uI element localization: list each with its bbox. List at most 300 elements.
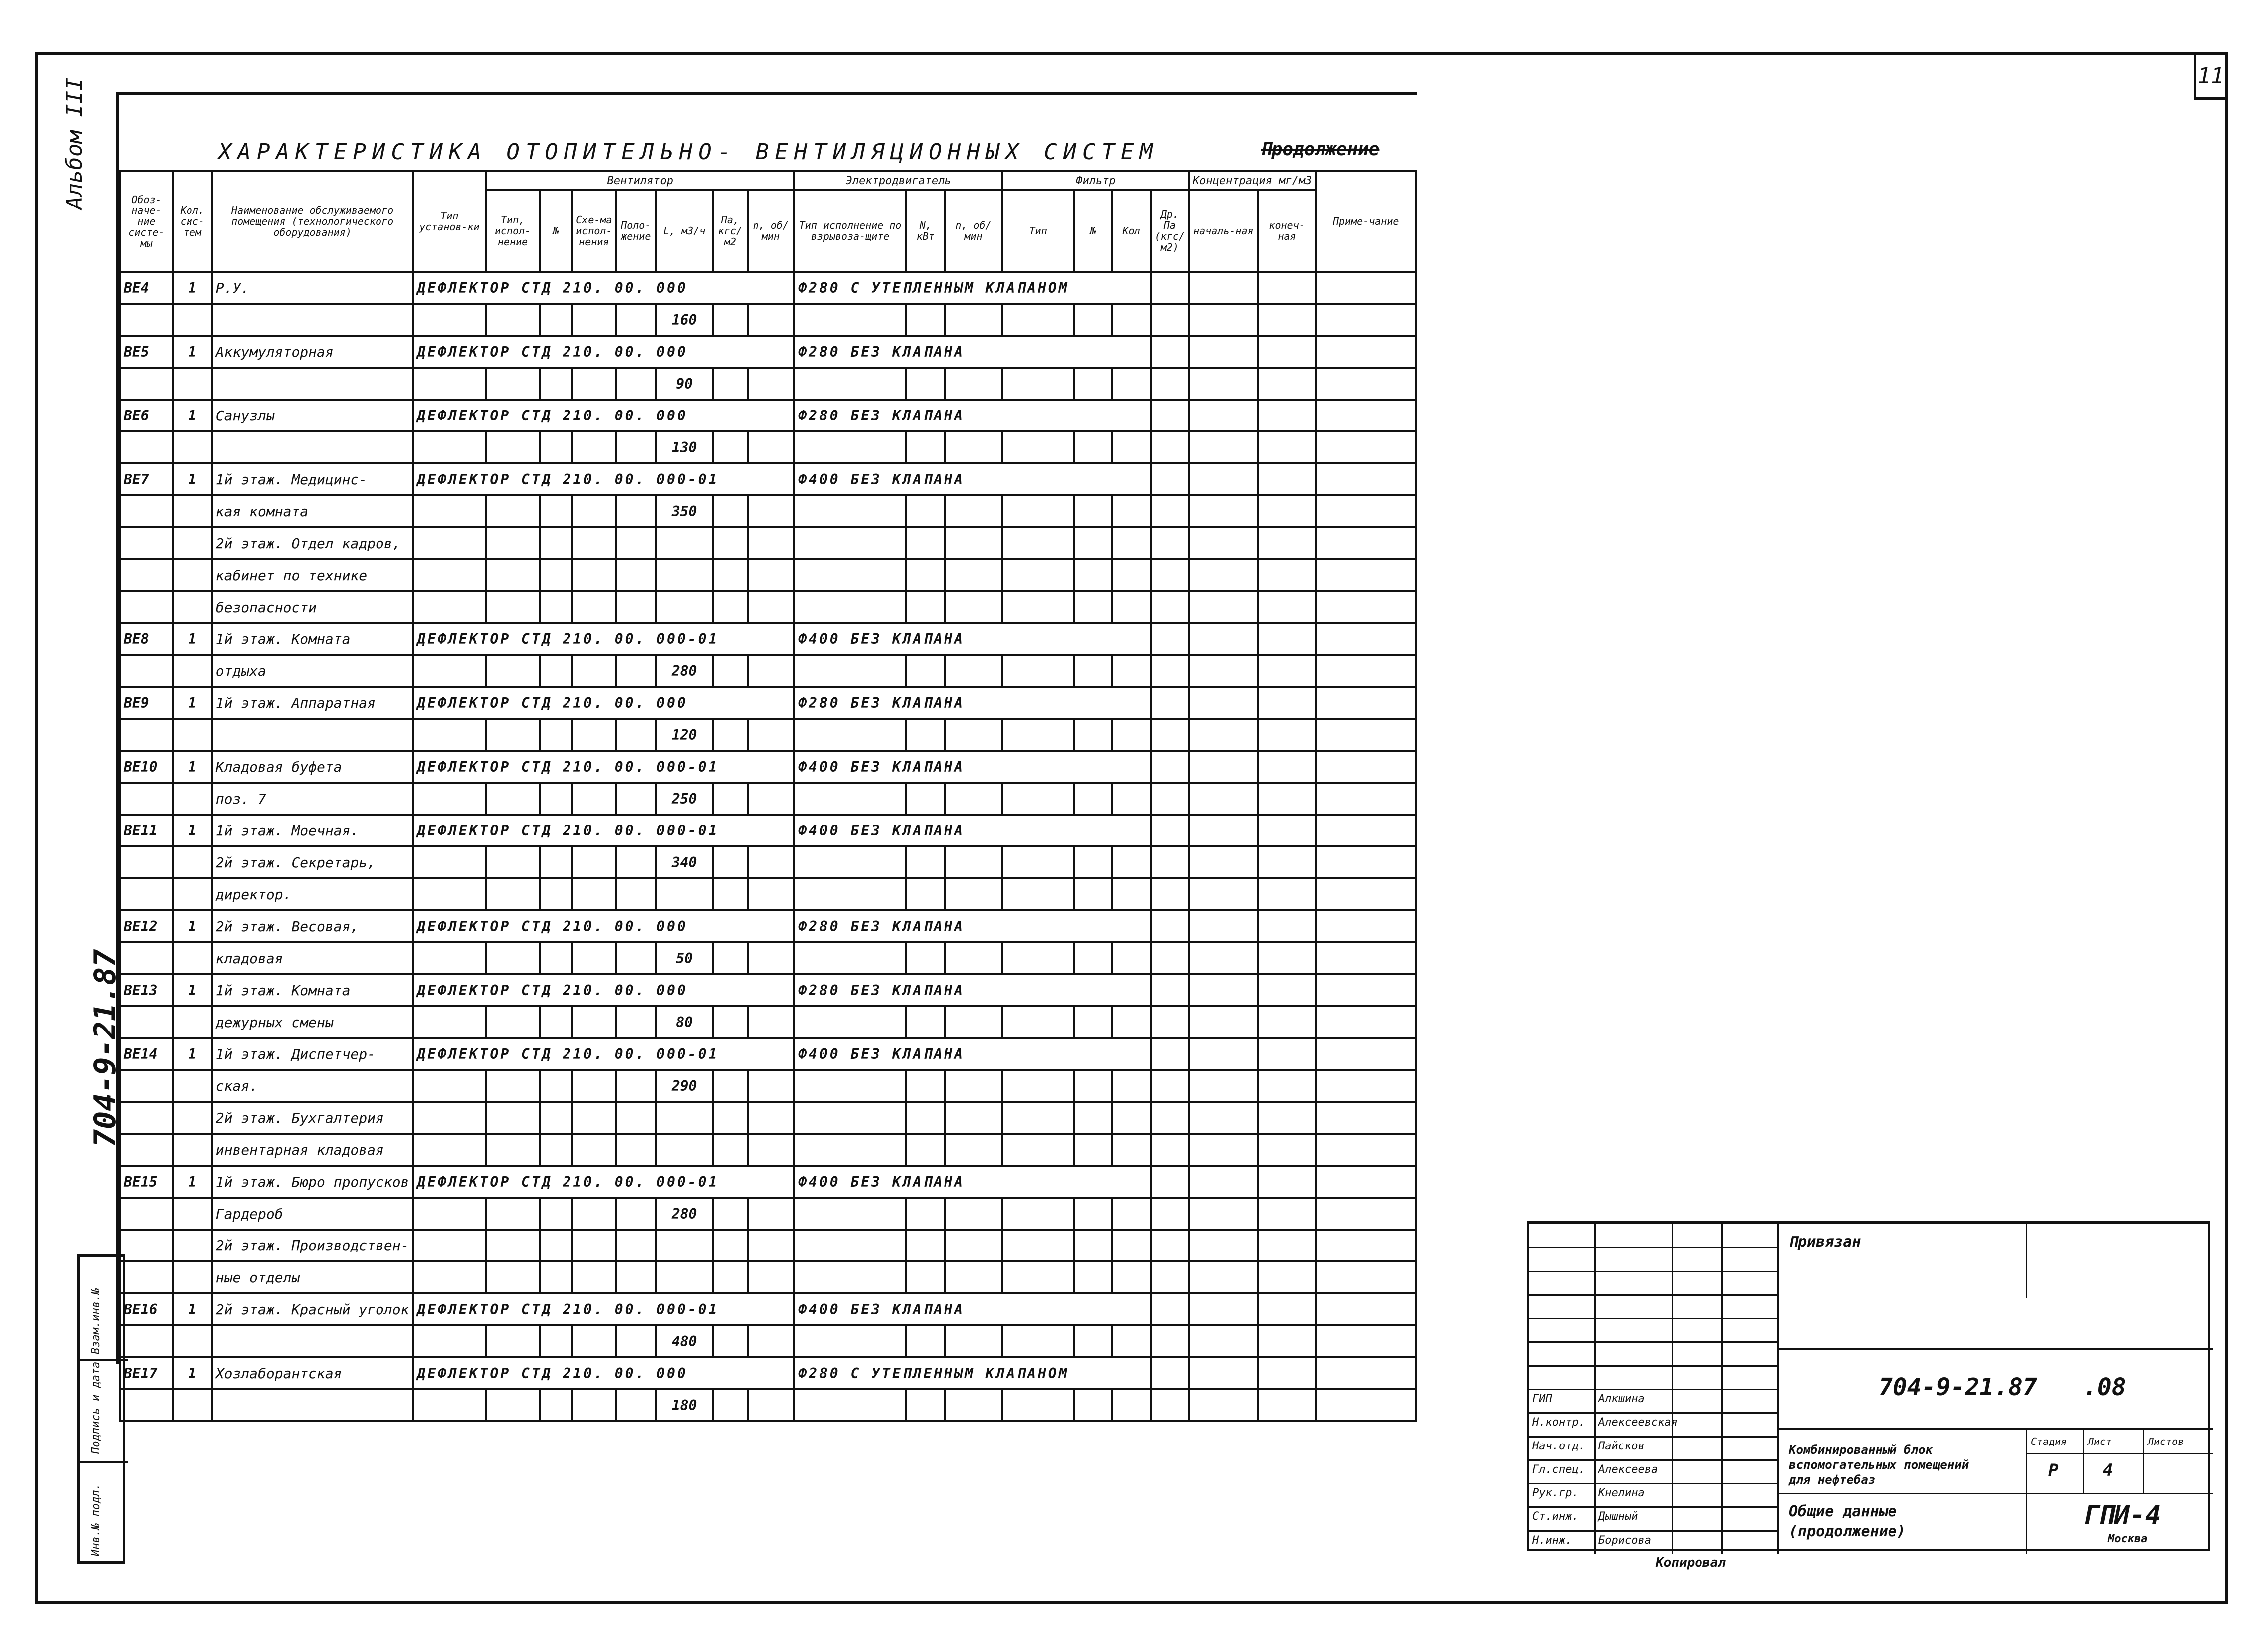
table-row [120,1389,1416,1421]
table-row [120,304,1416,336]
col-motor-n: n, об/мин [945,190,1002,272]
col-fan-L: L, м3/ч [656,190,713,272]
airflow-value: 180 [656,1389,713,1421]
table-cell [486,1102,540,1134]
table-cell [413,1198,486,1230]
system-designation: ВЕ5 [120,336,173,368]
table-cell [572,559,616,591]
table-cell [906,1325,945,1357]
col-fan-type: Тип, испол-нение [486,190,540,272]
motor-description: Ф280 БЕЗ КЛАПАНА [794,974,1151,1006]
table-cell [1151,1389,1189,1421]
table-cell [120,846,173,878]
table-cell [748,1134,795,1166]
table-cell [1258,942,1316,974]
doc-suffix: .08 [2083,1373,2126,1401]
table-cell [1002,1134,1074,1166]
table-cell [713,1198,747,1230]
table-cell [1151,942,1189,974]
table-cell [120,1070,173,1102]
table-cell [656,591,713,623]
table-cell [748,495,795,527]
table-cell [120,1389,173,1421]
unit-description: ДЕФЛЕКТОР СТД 210. 00. 000 [413,687,794,719]
table-cell [616,1261,656,1293]
page-title: ХАРАКТЕРИСТИКА ОТОПИТЕЛЬНО- ВЕНТИЛЯЦИОННЫХ СИСТЕМ [218,139,1159,165]
table-cell [413,846,486,878]
system-count: 1 [173,974,212,1006]
unit-description: ДЕФЛЕКТОР СТД 210. 00. 000 [413,910,794,942]
table-cell [1112,1006,1151,1038]
table-cell [173,368,212,400]
table-cell [1112,846,1151,878]
table-cell [1112,431,1151,463]
table-row [120,1134,1416,1166]
table-cell [713,431,747,463]
stamp-role: Рук.гр. [1532,1487,1579,1500]
table-cell [572,431,616,463]
table-cell [906,846,945,878]
table-cell [1112,1261,1151,1293]
side-document-code: 704-9-21.87 [88,949,123,1147]
table-cell [945,368,1002,400]
table-cell [713,1134,747,1166]
table-cell [616,1102,656,1134]
table-cell [616,878,656,910]
system-count: 1 [173,1038,212,1070]
table-cell [572,783,616,815]
table-cell [1258,400,1316,431]
table-cell [486,1198,540,1230]
table-cell [616,431,656,463]
table-cell [616,1230,656,1261]
table-cell [540,1261,572,1293]
table-cell [945,1325,1002,1357]
table-cell [1258,304,1316,336]
table-cell [906,719,945,751]
table-cell [1112,1070,1151,1102]
table-cell [486,1389,540,1421]
motor-description: Ф280 С УТЕПЛЕННЫМ КЛАПАНОМ [794,272,1151,304]
table-cell [1316,1325,1416,1357]
table-cell [212,1325,413,1357]
table-cell [413,1325,486,1357]
table-cell [748,1006,795,1038]
table-cell [1112,1230,1151,1261]
group-concentration: Концентрация мг/м3 [1189,171,1316,190]
system-count: 1 [173,687,212,719]
table-row [120,1006,1416,1038]
table-cell [120,495,173,527]
table-cell [1316,1357,1416,1389]
table-cell [794,719,906,751]
table-cell [1112,495,1151,527]
table-cell [945,655,1002,687]
continuation-label: Продолжение [1261,139,1380,160]
unit-description: ДЕФЛЕКТОР СТД 210. 00. 000 [413,336,794,368]
system-count: 1 [173,336,212,368]
page-number: 11 [2194,55,2225,100]
room-name: 2й этаж. Секретарь, [212,846,413,878]
table-cell [1151,368,1189,400]
table-cell [1189,304,1258,336]
table-cell [794,527,906,559]
table-cell [945,1198,1002,1230]
room-name: дежурных смены [212,1006,413,1038]
table-cell [616,368,656,400]
table-cell [413,1070,486,1102]
table-row [120,910,1416,942]
table-cell [906,495,945,527]
table-cell [616,559,656,591]
system-count: 1 [173,463,212,495]
room-name: 1й этаж. Бюро пропусков [212,1166,413,1198]
table-cell [173,1230,212,1261]
table-cell [413,431,486,463]
stamp-role: Ст.инж. [1532,1510,1579,1523]
table-cell [120,1102,173,1134]
table-cell [794,655,906,687]
table-cell [656,559,713,591]
room-name: Хозлаборантская [212,1357,413,1389]
table-cell [486,942,540,974]
table-cell [1316,910,1416,942]
table-cell [794,1070,906,1102]
table-cell [173,783,212,815]
table-cell [1316,495,1416,527]
table-cell [1189,878,1258,910]
room-name: Р.У. [212,272,413,304]
table-cell [748,304,795,336]
table-cell [656,1102,713,1134]
table-cell [1112,783,1151,815]
table-cell [1316,527,1416,559]
table-cell [120,942,173,974]
title-block [1527,1221,2210,1551]
table-cell [794,878,906,910]
system-designation: ВЕ17 [120,1357,173,1389]
table-cell [748,1198,795,1230]
table-cell [1258,1198,1316,1230]
table-cell [173,559,212,591]
table-cell [413,878,486,910]
table-row [120,1070,1416,1102]
col-count: Кол. сис-тем [173,171,212,272]
motor-description: Ф400 БЕЗ КЛАПАНА [794,1293,1151,1325]
table-cell [748,1102,795,1134]
table-cell [1151,1006,1189,1038]
table-cell [1074,495,1112,527]
table-cell [1189,272,1258,304]
table-cell [748,942,795,974]
table-cell [1002,527,1074,559]
table-cell [713,846,747,878]
table-cell [572,878,616,910]
table-cell [572,527,616,559]
table-row [120,1166,1416,1198]
table-cell [945,783,1002,815]
table-cell [486,878,540,910]
system-count: 1 [173,910,212,942]
system-designation: ВЕ6 [120,400,173,431]
table-cell [173,1102,212,1134]
table-cell [572,1261,616,1293]
motor-description: Ф400 БЕЗ КЛАПАНА [794,1166,1151,1198]
table-row [120,336,1416,368]
table-cell [1151,1166,1189,1198]
table-cell [1151,878,1189,910]
table-cell [945,719,1002,751]
table-cell [748,559,795,591]
table-cell [1002,431,1074,463]
table-cell [1151,336,1189,368]
table-cell [1151,1293,1189,1325]
table-cell [486,719,540,751]
table-cell [540,1102,572,1134]
table-cell [713,1261,747,1293]
motor-description: Ф280 БЕЗ КЛАПАНА [794,336,1151,368]
table-cell [572,1230,616,1261]
table-cell [794,1006,906,1038]
room-name: поз. 7 [212,783,413,815]
table-cell [1316,751,1416,783]
table-cell [1074,527,1112,559]
table-cell [1258,655,1316,687]
table-cell [1151,815,1189,846]
table-cell [906,304,945,336]
col-install-type: Тип установ-ки [413,171,486,272]
table-cell [1189,1325,1258,1357]
table-cell [713,783,747,815]
table-row [120,1357,1416,1389]
table-cell [540,304,572,336]
table-cell [1151,783,1189,815]
table-cell [906,1198,945,1230]
table-cell [486,1006,540,1038]
table-cell [1151,431,1189,463]
table-cell [572,1134,616,1166]
table-cell [1258,527,1316,559]
table-cell [616,1006,656,1038]
doc-code: 704-9-21.87 [1879,1373,2037,1401]
table-cell [1151,1038,1189,1070]
table-cell [794,495,906,527]
room-name: кладовая [212,942,413,974]
table-cell [616,591,656,623]
table-cell [540,1070,572,1102]
table-cell [1189,846,1258,878]
table-row [120,878,1416,910]
table-cell [1074,1006,1112,1038]
motor-description: Ф400 БЕЗ КЛАПАНА [794,463,1151,495]
table-cell [1112,304,1151,336]
table-row [120,623,1416,655]
table-cell [794,431,906,463]
table-row [120,942,1416,974]
table-cell [1316,272,1416,304]
table-cell [748,719,795,751]
sheet-title-1: Общие данные [1789,1503,1897,1520]
airflow-value: 90 [656,368,713,400]
table-cell [1189,1166,1258,1198]
room-name: 1й этаж. Диспетчер- [212,1038,413,1070]
table-cell [486,527,540,559]
table-cell [486,655,540,687]
table-cell [1189,1102,1258,1134]
airflow-value: 280 [656,1198,713,1230]
airflow-value: 290 [656,1070,713,1102]
sheets-label: Листов [2148,1436,2184,1447]
table-cell [1112,942,1151,974]
room-name: отдыха [212,655,413,687]
table-cell [1316,1230,1416,1261]
table-cell [120,1261,173,1293]
table-cell [173,591,212,623]
table-cell [748,655,795,687]
table-cell [1112,878,1151,910]
table-cell [1258,495,1316,527]
table-cell [713,878,747,910]
table-cell [1074,591,1112,623]
airflow-value: 160 [656,304,713,336]
table-row [120,272,1416,304]
table-cell [616,495,656,527]
airflow-value: 120 [656,719,713,751]
airflow-value: 50 [656,942,713,974]
table-cell [1189,974,1258,1006]
table-cell [616,1070,656,1102]
table-cell [1258,1230,1316,1261]
table-cell [1316,974,1416,1006]
table-cell [945,1006,1002,1038]
table-cell [1258,559,1316,591]
table-cell [794,1389,906,1421]
system-designation: ВЕ9 [120,687,173,719]
system-count: 1 [173,1357,212,1389]
table-cell [413,942,486,974]
table-cell [1074,1102,1112,1134]
system-count: 1 [173,751,212,783]
table-cell [1074,1070,1112,1102]
table-cell [413,304,486,336]
system-designation: ВЕ12 [120,910,173,942]
table-row [120,719,1416,751]
table-cell [1316,304,1416,336]
table-cell [212,1389,413,1421]
table-cell [1189,1038,1258,1070]
airflow-value: 130 [656,431,713,463]
table-cell [120,719,173,751]
table-cell [1151,1261,1189,1293]
table-cell [945,527,1002,559]
title-row [119,95,1420,170]
table-cell [1258,1389,1316,1421]
system-designation: ВЕ15 [120,1166,173,1198]
org-city: Москва [2108,1533,2148,1545]
room-name: 1й этаж. Моечная. [212,815,413,846]
table-cell [1258,815,1316,846]
table-cell [413,527,486,559]
col-fan-scheme: Схе-ма испол-нения [572,190,616,272]
table-cell [1258,368,1316,400]
table-cell [1189,1198,1258,1230]
col-filter-type: Тип [1002,190,1074,272]
unit-description: ДЕФЛЕКТОР СТД 210. 00. 000-01 [413,751,794,783]
system-designation: ВЕ8 [120,623,173,655]
motor-description: Ф280 БЕЗ КЛАПАНА [794,400,1151,431]
table-cell [1258,687,1316,719]
unit-description: ДЕФЛЕКТОР СТД 210. 00. 000 [413,400,794,431]
table-cell [1189,1389,1258,1421]
table-cell [1074,783,1112,815]
table-cell [1151,527,1189,559]
table-cell [486,1261,540,1293]
table-row [120,1230,1416,1261]
table-cell [413,719,486,751]
table-cell [173,1006,212,1038]
table-cell [120,591,173,623]
table-cell [794,559,906,591]
table-cell [1151,400,1189,431]
left-approval-strip [77,1254,125,1564]
system-designation: ВЕ11 [120,815,173,846]
table-cell [1189,623,1258,655]
table-row [120,751,1416,783]
table-cell [713,1070,747,1102]
table-cell [572,655,616,687]
table-cell [713,1102,747,1134]
table-cell [794,591,906,623]
room-name: 1й этаж. Аппаратная [212,687,413,719]
table-cell [1151,1070,1189,1102]
table-cell [1189,1230,1258,1261]
stamp-name: Алкшина [1598,1393,1645,1405]
table-cell [572,1102,616,1134]
table-cell [616,1325,656,1357]
table-cell [906,559,945,591]
col-conc-start: началь-ная [1189,190,1258,272]
table-cell [173,942,212,974]
stamp-name: Алексеева [1598,1463,1658,1476]
table-cell [616,655,656,687]
table-cell [1316,368,1416,400]
col-conc-end: конеч-ная [1258,190,1316,272]
unit-description: ДЕФЛЕКТОР СТД 210. 00. 000-01 [413,1166,794,1198]
table-cell [1258,1070,1316,1102]
table-cell [1002,368,1074,400]
table-cell [906,1389,945,1421]
sheet-title-2: (продолжение) [1789,1523,1906,1540]
table-cell [713,1325,747,1357]
table-cell [1112,368,1151,400]
table-cell [1258,1038,1316,1070]
table-cell [748,1070,795,1102]
table-cell [1258,1134,1316,1166]
system-designation: ВЕ16 [120,1293,173,1325]
table-cell [1002,1389,1074,1421]
table-cell [1316,1293,1416,1325]
table-cell [1258,1166,1316,1198]
room-name: Аккумуляторная [212,336,413,368]
table-cell [713,1230,747,1261]
table-cell [713,495,747,527]
airflow-value: 340 [656,846,713,878]
table-cell [945,1389,1002,1421]
table-cell [1316,1261,1416,1293]
motor-description: Ф280 БЕЗ КЛАПАНА [794,910,1151,942]
table-cell [1258,272,1316,304]
col-note: Приме-чание [1316,171,1416,272]
